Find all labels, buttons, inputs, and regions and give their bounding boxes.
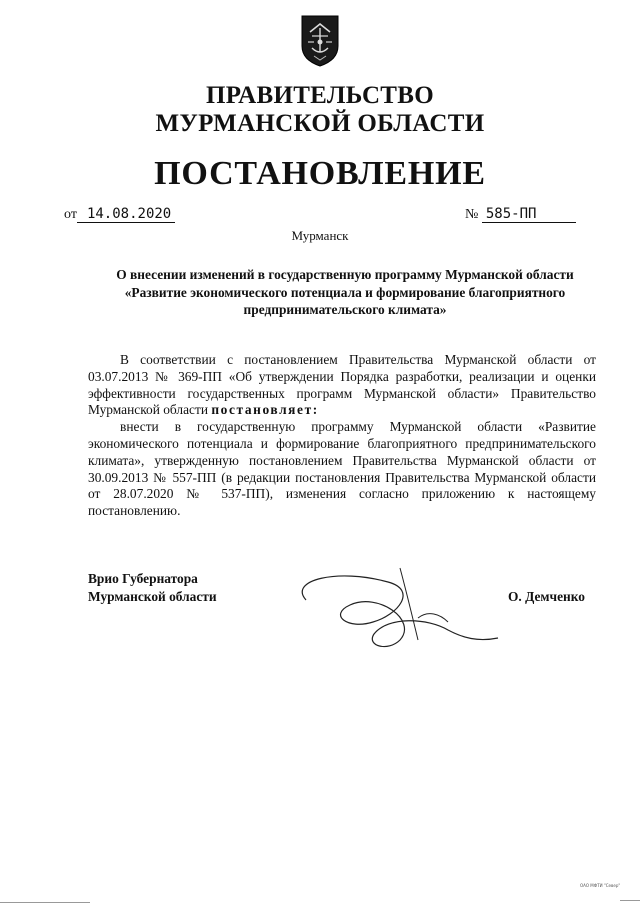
signer-position bbox=[88, 570, 217, 606]
subject-line2: «Развитие экономического потенциала и формирование благоприятного bbox=[124, 284, 566, 300]
date-value: 14.08.2020 bbox=[77, 206, 175, 223]
government-title-line1: ПРАВИТЕЛЬСТВО bbox=[206, 82, 434, 109]
number-value: 585-ПП bbox=[482, 206, 576, 223]
printer-mark: ОАО МФТИ "Север" bbox=[580, 883, 621, 888]
document-body bbox=[88, 352, 596, 520]
document-date bbox=[64, 206, 175, 223]
document-number bbox=[465, 206, 576, 223]
subject-line3: предпринимательского климата» bbox=[243, 302, 447, 317]
signer-position-line1: Врио Губернатора bbox=[88, 571, 198, 586]
date-prefix: от bbox=[64, 207, 77, 222]
government-title bbox=[0, 82, 640, 138]
city-name: Мурманск bbox=[291, 228, 349, 243]
decree-keyword: постановляет: bbox=[211, 402, 319, 418]
handwritten-signature bbox=[278, 560, 508, 670]
scan-artifact bbox=[0, 902, 90, 903]
body-paragraph-resolution: внести в государственную программу Мурманской области «Развитие экономического потенциала и формирование благоприятного предпринимательского климата», утвержденную постановлением Правительства Мурманской области от 30.09.2013 № 557-ПП (в редакции постановления Правительства Мурманской области от 28.07.2020 № 537-ПП), изменения согласно приложению к настоящему постановлению. bbox=[88, 419, 596, 519]
number-prefix: № bbox=[465, 207, 479, 222]
murmansk-coat-of-arms-icon bbox=[298, 12, 342, 68]
scan-artifact bbox=[620, 900, 640, 901]
government-title-line2: МУРМАНСКОЙ ОБЛАСТИ bbox=[155, 110, 485, 137]
subject-line1: О внесении изменений в государственную программу Мурманской области bbox=[116, 267, 574, 282]
document-type-heading: ПОСТАНОВЛЕНИЕ bbox=[154, 155, 486, 192]
document-subject bbox=[80, 266, 610, 319]
preamble-text: В соответствии с постановлением Правительства Мурманской области от 03.07.2013 № 369-ПП «Об утверждении Порядка разработки, реализации и оценки эффективности государственных программ Мурманской области» Правительство Мурманской области bbox=[88, 352, 596, 418]
signer-position-line2: Мурманской области bbox=[88, 589, 217, 604]
body-paragraph-preamble bbox=[88, 352, 596, 419]
signer-name: О. Демченко bbox=[508, 589, 585, 604]
